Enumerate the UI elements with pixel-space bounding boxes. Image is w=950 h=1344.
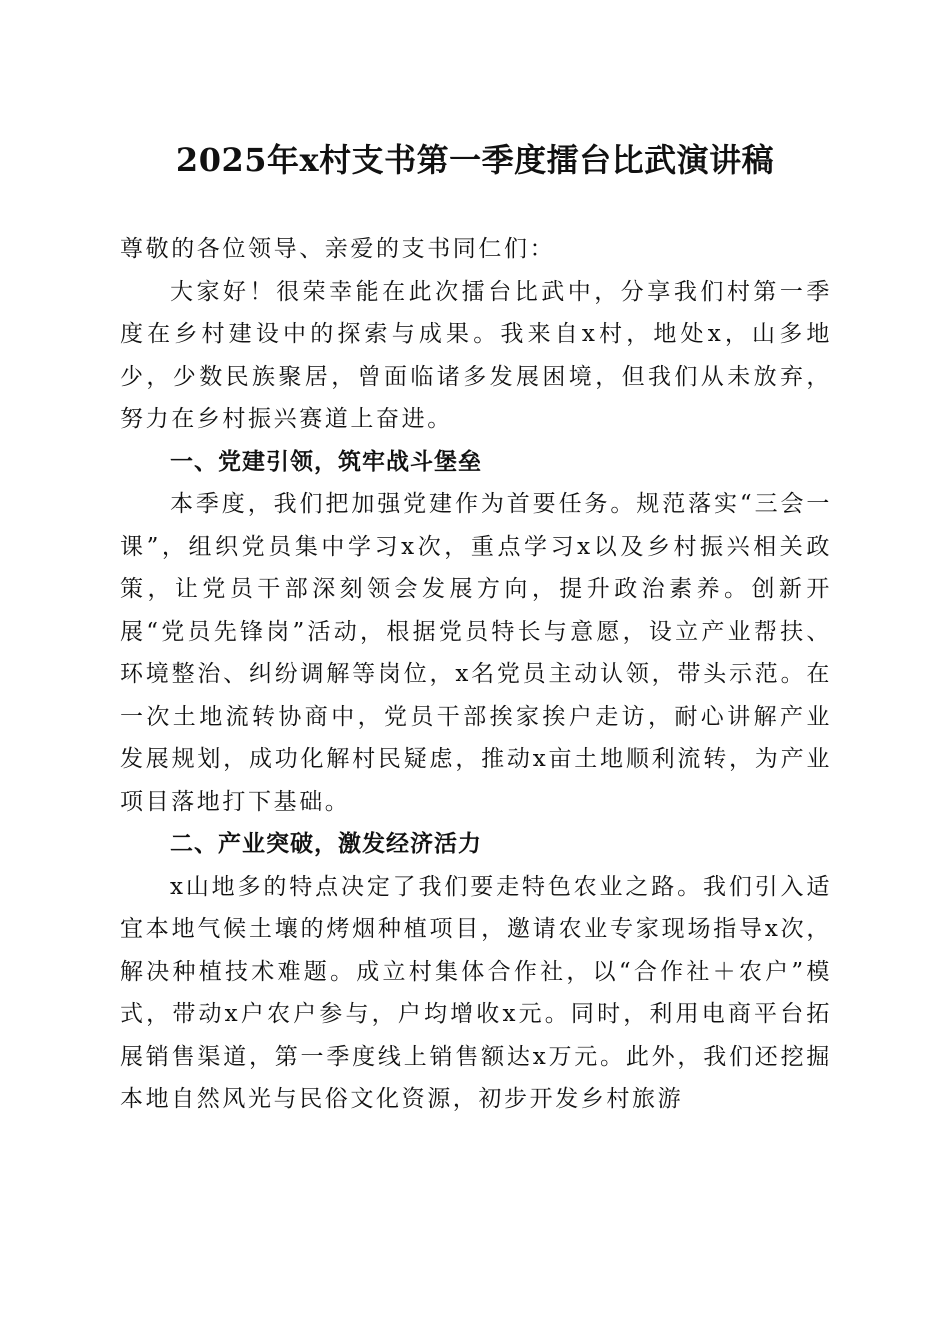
salutation: 尊敬的各位领导、亲爱的支书同仁们： [120,236,556,262]
intro-paragraph: 大家好！很荣幸能在此次擂台比武中，分享我们村第一季度在乡村建设中的探索与成果。我来自x村，地处x，山多地少，少数民族聚居，曾面临诸多发展困境，但我们从未放弃，努力在乡村振兴赛道上奋进。 [120,278,832,432]
section-heading-industry: 二、产业突破，激发经济活力 [170,831,482,857]
section-paragraph-industry: x山地多的特点决定了我们要走特色农业之路。我们引入适宜本地气候土壤的烤烟种植项目，邀请农业专家现场指导x次，解决种植技术难题。成立村集体合作社，以“合作社＋农户”模式，带动x户农户参与，户均增收x元。同时，利用电商平台拓展销售渠道，第一季度线上销售额达x万元。此外，我们还挖掘本地自然风光与民俗文化资源，初步开发乡村旅游 [120,873,832,1112]
document-title: 2025年x村支书第一季度擂台比武演讲稿 [175,141,775,179]
section-heading-party-building: 一、党建引领，筑牢战斗堡垒 [170,448,482,475]
document-body [120,228,832,1121]
section-paragraph-party-building: 本季度，我们把加强党建作为首要任务。规范落实“三会一课”，组织党员集中学习x次，重点学习x以及乡村振兴相关政策，让党员干部深刻领会发展方向，提升政治素养。创新开展“党员先锋岗”活动，根据党员特长与意愿，设立产业帮扶、环境整治、纠纷调解等岗位，x名党员主动认领，带头示范。在一次土地流转协商中，党员干部挨家挨户走访，耐心讲解产业发展规划，成功化解村民疑虑，推动x亩土地顺利流转，为产业项目落地打下基础。 [120,491,832,815]
